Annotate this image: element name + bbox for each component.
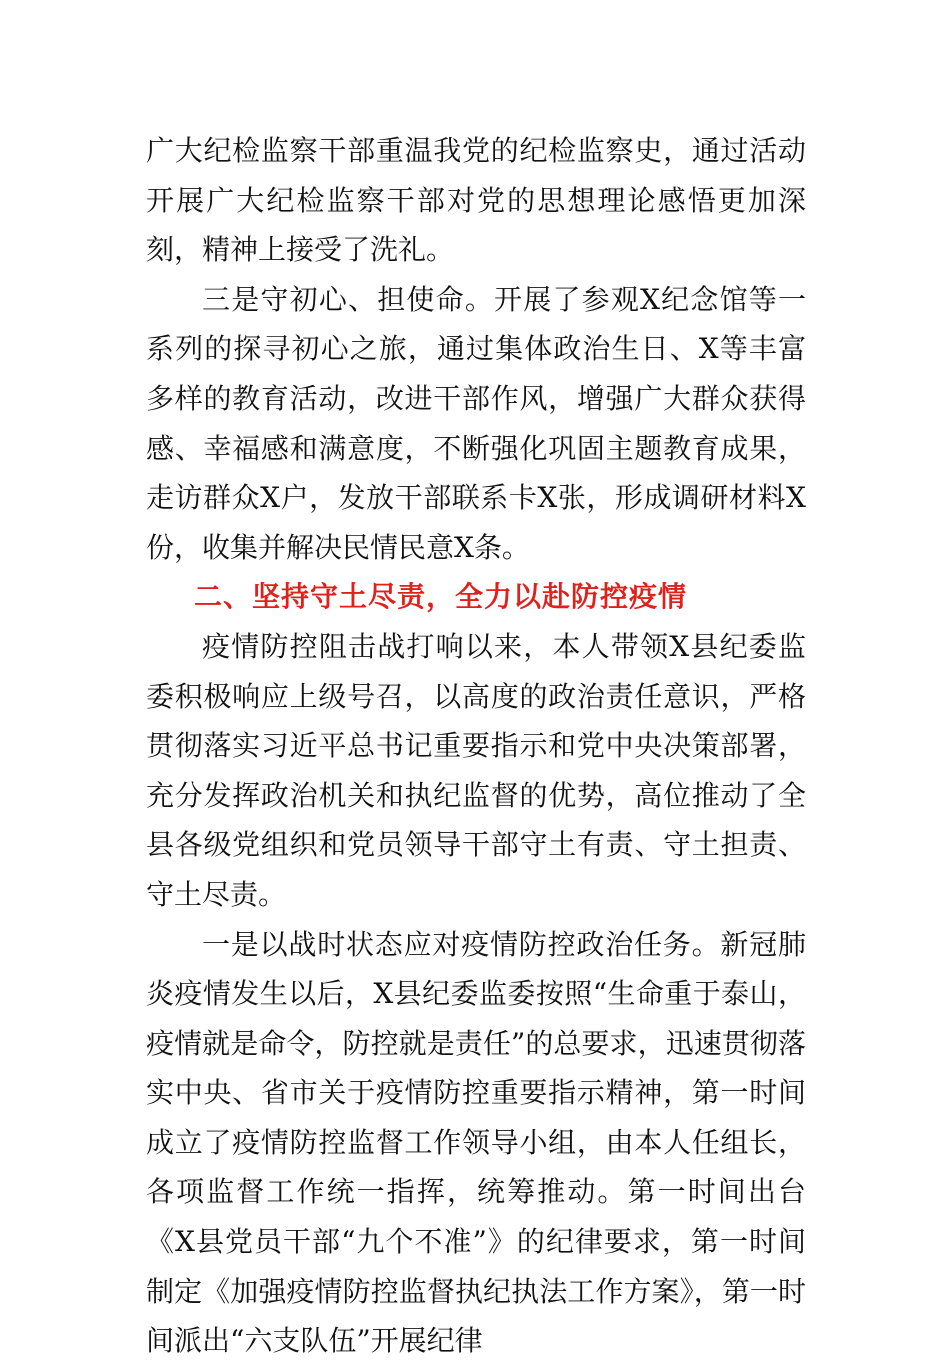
- document-body: [146, 126, 806, 1366]
- paragraph-point-three: 三是守初心、担使命。开展了参观X纪念馆等一系列的探寻初心之旅，通过集体政治生日、X等丰富多样的教育活动，改进干部作风，增强广大群众获得感、幸福感和满意度，不断强化巩固主题教育成果，走访群众X户，发放干部联系卡X张，形成调研材料X份，收集并解决民情民意X条。: [146, 282, 806, 564]
- paragraph-epidemic-intro: 疫情防控阻击战打响以来，本人带领X县纪委监委积极响应上级号召，以高度的政治责任意识，严格贯彻落实习近平总书记重要指示和党中央决策部署，充分发挥政治机关和执纪监督的优势，高位推动了全县各级党组织和党员领导干部守土有责、守土担责、守土尽责。: [146, 629, 806, 911]
- paragraph-continuation: 广大纪检监察干部重温我党的纪检监察史，通过活动开展广大纪检监察干部对党的思想理论感悟更加深刻，精神上接受了洗礼。: [146, 134, 806, 267]
- paragraph-point-one: 一是以战时状态应对疫情防控政治任务。新冠肺炎疫情发生以后，X县纪委监委按照“生命重于泰山，疫情就是命令，防控就是责任”的总要求，迅速贯彻落实中央、省市关于疫情防控重要指示精神，第一时间成立了疫情防控监督工作领导小组，由本人任组长，各项监督工作统一指挥，统筹推动。第一时间出台《X县党员干部“九个不准”》的纪律要求，第一时间制定《加强疫情防控监督执纪执法工作方案》，第一时间派出“六支队伍”开展纪律: [146, 927, 806, 1358]
- section-heading: 二、坚持守土尽责，全力以赴防控疫情: [194, 580, 688, 614]
